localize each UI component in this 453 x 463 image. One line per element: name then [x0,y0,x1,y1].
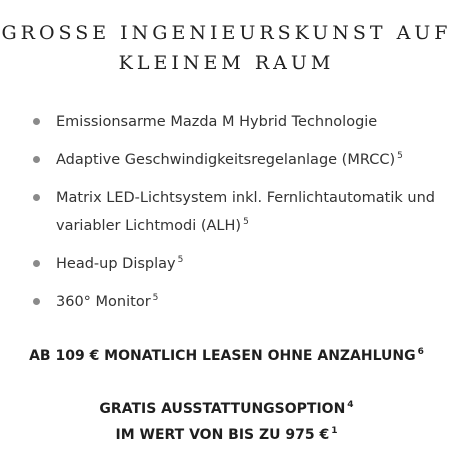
feature-item [30,288,445,316]
bullet-icon [33,156,40,163]
heading-line-1: GROSSE INGENIEURSKUNST AUF [1,22,452,44]
footnote-marker: 1 [331,426,338,437]
lease-offer-text: AB 109 € MONATLICH LEASEN OHNE ANZAHLUNG [29,348,416,364]
feature-text: 360° Monitor [56,294,151,310]
footnote-marker: 4 [347,400,354,411]
heading-line-2: KLEINEM RAUM [118,52,335,74]
footnote-marker: 6 [417,347,424,358]
lease-offer [0,343,453,369]
footnote-marker: 5 [243,217,249,228]
footnote-marker: 5 [152,293,159,304]
equipment-offer-value: IM WERT VON BIS ZU 975 € [115,427,330,443]
equipment-offer-line-1 [0,396,453,422]
footnote-marker: 5 [397,151,403,162]
bullet-icon [33,298,40,305]
feature-item [30,108,445,136]
bullet-icon [33,260,40,267]
feature-text: Adaptive Geschwindigkeitsregelanlage (MRCC) [56,152,396,168]
equipment-offer-title: GRATIS AUSSTATTUNGSOPTION [99,401,346,417]
section-heading [0,18,453,78]
feature-text: Head-up Display [56,256,176,272]
feature-text: Emissionsarme Mazda M Hybrid Technologie [56,114,378,130]
feature-item [30,250,445,278]
feature-item [30,146,445,174]
feature-text: Matrix LED-Lichtsystem inkl. Fernlichtautomatik und variabler Lichtmodi (ALH) [56,190,435,234]
bullet-icon [33,118,40,125]
feature-list [30,108,445,326]
feature-item [30,184,445,240]
equipment-offer-line-2 [0,422,453,448]
footnote-marker: 5 [177,255,184,266]
equipment-offer [0,396,453,448]
bullet-icon [33,194,40,201]
